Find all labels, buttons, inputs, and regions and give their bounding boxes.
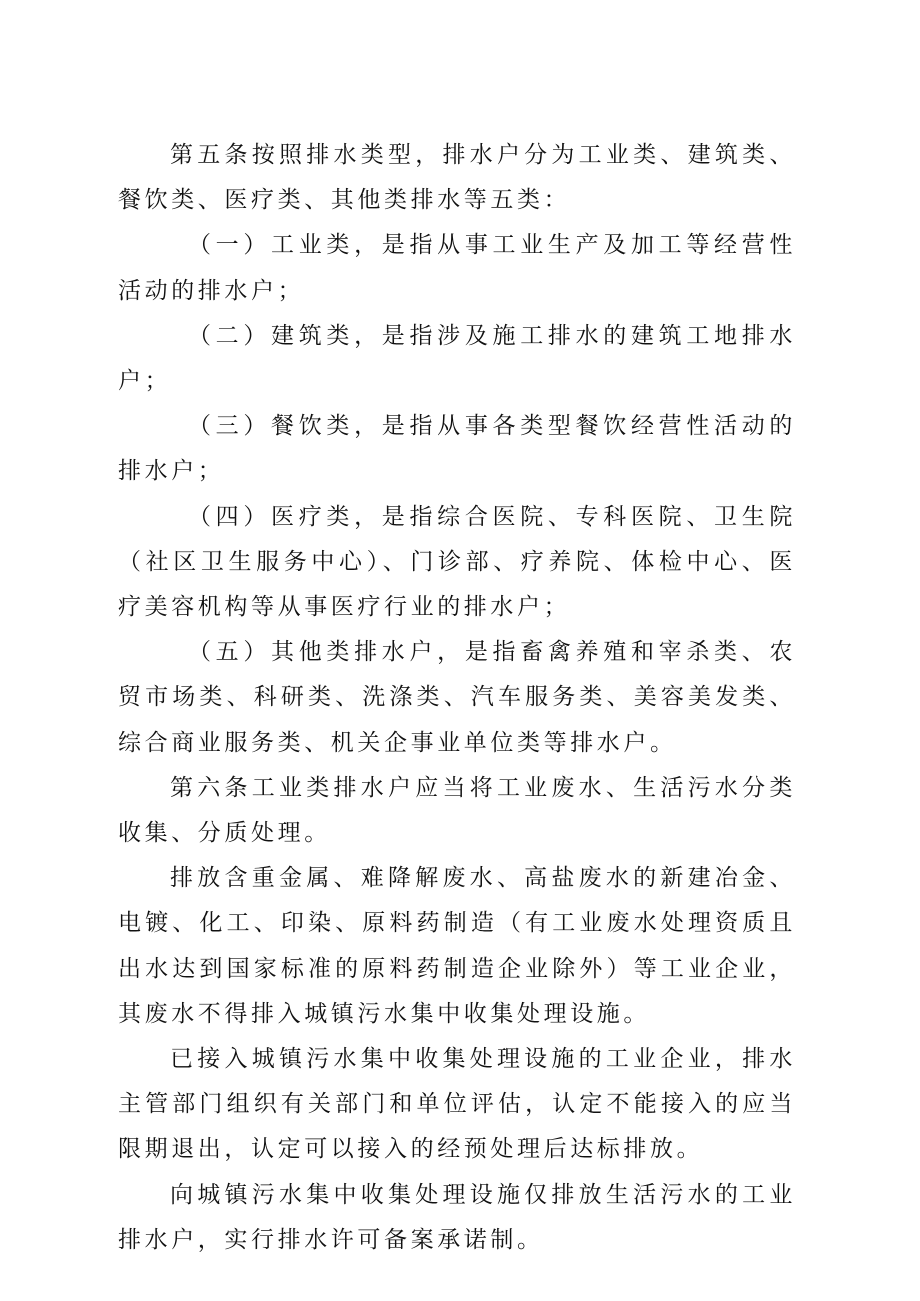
paragraph-item-construction: （二）建筑类，是指涉及施工排水的建筑工地排水户；	[118, 322, 796, 395]
paragraph-domestic-sewage: 向城镇污水集中收集处理设施仅排放生活污水的工业排水户，实行排水许可备案承诺制。	[118, 1181, 796, 1253]
paragraph-item-catering: （三）餐饮类，是指从事各类型餐饮经营性活动的排水户；	[118, 413, 796, 485]
paragraph-item-medical: （四）医疗类，是指综合医院、专科医院、卫生院（社区卫生服务中心）、门诊部、疗养院、体检中心、医疗美容机构等从事医疗行业的排水户；	[118, 503, 796, 621]
paragraph-item-industrial: （一）工业类，是指从事工业生产及加工等经营性活动的排水户；	[118, 232, 796, 304]
document-page	[118, 133, 796, 1263]
paragraph-discharge-restriction: 排放含重金属、难降解废水、高盐废水的新建冶金、电镀、化工、印染、原料药制造（有工业废水处理资质且出水达到国家标准的原料药制造企业除外）等工业企业，其废水不得排入城镇污水集中收集处理设施。	[118, 865, 796, 1027]
paragraph-article-5: 第五条按照排水类型，排水户分为工业类、建筑类、餐饮类、医疗类、其他类排水等五类：	[118, 142, 796, 214]
paragraph-article-6: 第六条工业类排水户应当将工业废水、生活污水分类收集、分质处理。	[118, 774, 796, 847]
paragraph-item-other: （五）其他类排水户，是指畜禽养殖和宰杀类、农贸市场类、科研类、洗涤类、汽车服务类、美容美发类、综合商业服务类、机关企事业单位类等排水户。	[118, 639, 796, 756]
paragraph-connected-enterprises: 已接入城镇污水集中收集处理设施的工业企业，排水主管部门组织有关部门和单位评估，认定不能接入的应当限期退出，认定可以接入的经预处理后达标排放。	[118, 1046, 796, 1163]
